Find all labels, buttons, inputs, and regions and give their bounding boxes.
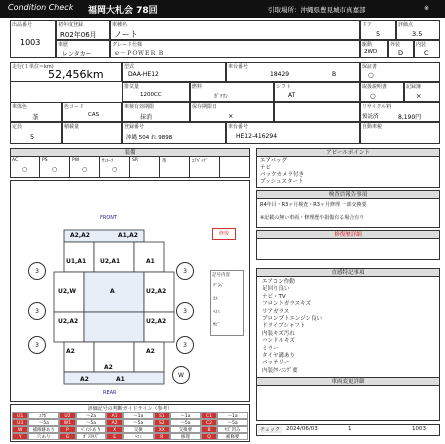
key-code: P: [59, 426, 75, 433]
vin-value: 18429: [270, 71, 290, 78]
recycle-value: 預託済: [362, 114, 379, 120]
check-item: バッテリー: [262, 360, 290, 367]
key-code: Y: [12, 433, 28, 440]
seat-value: 5: [30, 133, 35, 141]
key-desc: ～5a: [123, 419, 154, 426]
score-label: 評価点: [398, 22, 414, 28]
header-bar: [0, 0, 445, 18]
key-code: Q: [201, 433, 217, 440]
appeal-item: プッシュスタート: [260, 179, 304, 185]
wheel-mid-right: 3: [176, 302, 194, 320]
key-code: E: [106, 433, 122, 440]
key-code: A2: [106, 419, 122, 426]
check-item: タイヤ溝あり: [262, 353, 295, 360]
mark-roof-right: A1,A2: [118, 232, 138, 239]
recycle-amount: 8,190円: [398, 114, 422, 121]
legend-list: [213, 280, 224, 332]
appeal-item: バックカメラ付き: [260, 172, 305, 178]
year-label: 初年度登録: [58, 22, 84, 28]
mark-bottom: A2: [80, 376, 89, 383]
equipment-cell: [70, 157, 100, 178]
appeal-title: アピールポイント: [257, 149, 439, 157]
key-row: [12, 426, 248, 433]
key-desc: ～5a: [28, 419, 59, 426]
legend-item: ﾍｺﾐ: [213, 310, 220, 315]
load-label: 積載量: [64, 124, 80, 130]
key-desc: 修理: [170, 433, 201, 440]
footer-page: 1: [348, 426, 352, 432]
equipment-label: 革: [162, 159, 167, 164]
doors-label: ドア: [362, 22, 372, 28]
mark-rear-right: A2: [146, 348, 155, 355]
trim-value: ×: [228, 112, 234, 120]
equipment-cell: [100, 157, 130, 178]
type-label: 車歴: [58, 42, 69, 48]
key-desc: 穴あり: [28, 433, 59, 440]
fuel-cell: [190, 82, 274, 102]
key-code: R: [154, 433, 170, 440]
mark-rear-left: A2: [66, 348, 75, 355]
notes-line1: R4年目・R3ヶ月検査・R3ヶ月修理 一部交換要: [260, 202, 367, 208]
equipment-title: 装備: [11, 149, 249, 157]
year-value: R02年06月: [60, 31, 97, 39]
check-item: ハンドルキズ: [262, 338, 295, 345]
warranty-value: ○: [368, 71, 374, 79]
key-code: U1: [12, 412, 28, 419]
pw-label: 記録簿: [406, 84, 422, 90]
wheel-front-right: 3: [176, 262, 194, 280]
check-item: ドライブシャフト: [262, 323, 306, 330]
equipment-value: ○: [112, 166, 118, 173]
equipment-label: SR: [132, 158, 138, 163]
int-value: C: [424, 49, 429, 57]
key-code: B: [201, 426, 217, 433]
wheel-rear-right: 3: [176, 336, 194, 354]
check-item: 内装キズ汚れ: [262, 330, 295, 337]
disp-value: 1200CC: [140, 92, 162, 98]
int-label: 内装: [416, 42, 427, 48]
mileage-label: 走行(１単位＝km): [12, 64, 54, 70]
seat-label: 定員: [12, 124, 23, 130]
key-title: 評価記号の判断ガイドライン（参考）: [87, 406, 173, 412]
header-title: Condition Check: [8, 3, 74, 12]
reg-label: 登録番号: [124, 124, 145, 130]
frame-value: HE12-416294: [236, 133, 278, 140]
key-desc: ｷｽﾞ凹み: [217, 426, 248, 433]
equipment-cell: [160, 157, 190, 178]
equipment-label: ｻﾝﾙｰﾌ: [102, 159, 114, 164]
ext-label: 外装: [390, 42, 401, 48]
reg-value: 沖縄 504 れ 9898: [126, 135, 173, 141]
key-code: X: [106, 426, 122, 433]
key-desc: ～1a: [217, 412, 248, 419]
equipment-cell: [10, 157, 40, 178]
notes-line2: ※記載の無い車両・修理歴や損傷有る場合有り: [260, 215, 365, 221]
drive-value: 2WD: [364, 49, 378, 55]
check-item: ナビ・TV: [262, 293, 286, 300]
mark-right-door2: U2,A2: [146, 318, 167, 325]
check-item: 内装ｸﾘｰﾆﾝｸﾞ要: [262, 367, 298, 374]
key-desc: ～2a: [76, 412, 107, 419]
ext-value: D: [398, 49, 404, 57]
frame-label: 車台番号: [228, 124, 249, 130]
mark-hood: A: [110, 288, 115, 295]
front-label: FRONT: [100, 215, 118, 221]
color-code-value: CAS: [88, 112, 100, 118]
key-code: XX: [154, 426, 170, 433]
key-desc: ～5a: [170, 419, 201, 426]
key-desc: ～1a: [170, 412, 201, 419]
check-item: エアコン作動: [262, 279, 295, 285]
equipment-cell: [190, 157, 220, 178]
key-row: [12, 419, 248, 426]
equipment-value: ○: [82, 166, 88, 173]
equipment-value: ○: [22, 166, 28, 173]
drive-label: 駆動: [362, 42, 373, 48]
fuel-label: 燃料: [192, 84, 203, 90]
checks-title: 直感特記事項: [257, 269, 439, 277]
equipment-label: PS: [42, 158, 48, 163]
shift-value: AT: [288, 92, 296, 99]
key-desc: ～5a: [217, 419, 248, 426]
key-desc: 交換: [123, 426, 154, 433]
key-row: [12, 412, 248, 419]
disp-label: 排気量: [124, 84, 140, 90]
recycle-label: リサイクル料: [362, 104, 392, 110]
appeal-list: [260, 158, 438, 186]
check-item: プロンプトエンジン良い: [262, 316, 323, 323]
checks-list: [262, 279, 432, 375]
mark-roof-left: A2,A2: [70, 232, 90, 239]
score-value: 3.5: [412, 30, 423, 38]
mark-left-door1: U2,W: [58, 288, 76, 295]
model-cell: [110, 20, 360, 40]
key-desc: 交換要: [170, 426, 201, 433]
key-code: U3: [12, 419, 28, 426]
color-label: 車体色: [12, 104, 28, 110]
chassis-label: 型式: [124, 64, 135, 70]
appeal-item: ナビ: [260, 165, 272, 171]
trim-label: 保存期限日: [192, 104, 218, 110]
legend-title: 記号内容: [212, 273, 230, 278]
mark-left-door2: U2,A2: [58, 318, 79, 325]
equipment-label: ｴｱﾊﾞｯｸﾞ: [192, 159, 208, 164]
legend-item: ﾃﾞﾗﾍﾞ: [213, 284, 225, 289]
equipment-row: [10, 157, 250, 178]
equipment-label: AC: [12, 158, 19, 163]
legend-item: ｽﾒ: [213, 297, 218, 302]
color-value: 茶: [32, 113, 39, 121]
footer-date-label: チェック: [260, 427, 280, 433]
fuel-value: ｶﾞｿﾘﾝ: [214, 94, 228, 100]
key-table: [12, 412, 248, 440]
mark-right-door1: U2,A2: [146, 288, 167, 295]
key-desc: ～1a: [123, 412, 154, 419]
footer-number: 1003: [412, 426, 426, 432]
key-row: [12, 433, 248, 440]
color-code-label: 色コード: [64, 104, 85, 110]
doors-value: 5: [376, 30, 381, 38]
key-code: A1: [106, 412, 122, 419]
blank-cell: [274, 102, 360, 122]
key-code: S2: [154, 419, 170, 426]
key-desc: ﾍｺﾐ: [123, 433, 154, 440]
grade-label: グレード仕様: [112, 42, 143, 48]
wheel-mid-left: 3: [28, 302, 46, 320]
manual-value: ○: [370, 92, 376, 100]
key-desc: ﾍﾟｲﾝﾄあり: [76, 426, 107, 433]
wheel-front-left: 3: [28, 262, 46, 280]
equipment-cell: [130, 157, 160, 178]
key-desc: 補修要: [217, 433, 248, 440]
warranty-label: 保証書: [362, 64, 378, 70]
vin-class: B: [332, 71, 337, 78]
mark-front-right: A1: [146, 258, 155, 265]
tax-label: 自動車税: [362, 124, 383, 130]
spare-tire: W: [172, 366, 190, 384]
entry-label: 出品番号: [12, 22, 33, 28]
key-desc: ｴｸﾎﾞ: [28, 412, 59, 419]
key-code: C1: [201, 412, 217, 419]
entry-value: 1003: [20, 38, 41, 47]
check-item: フロントガラスキズ: [262, 301, 312, 308]
mark-rear-center: A2: [104, 364, 113, 371]
grade-value: ｅ－ＰＯＷＥＲ Ｂ: [114, 50, 164, 57]
footer-date: 2024/06/03: [286, 426, 318, 432]
key-code: W1: [59, 419, 75, 426]
wheel-rear-left: 3: [28, 336, 46, 354]
key-desc: ｶﾞﾗｽｷｽﾞ: [76, 433, 107, 440]
model-value: ノート: [114, 30, 138, 39]
vin-label: 車台番号: [228, 64, 249, 70]
key-code: U2: [59, 412, 75, 419]
repair-history-title: 修復歴詳細: [257, 231, 439, 239]
mark-front-left: U1,A1: [66, 258, 87, 265]
interior-value: 抹消: [140, 114, 153, 121]
interior-label: 車検有効期限: [124, 104, 155, 110]
mileage-value: 52,456km: [48, 68, 104, 81]
legend-item: ｻﾋﾞ: [213, 323, 220, 328]
type-value: レンタカー: [62, 51, 92, 58]
check-item: リアガラス: [262, 308, 290, 315]
equipment-value: ○: [52, 166, 58, 173]
manual-label: 取扱説明書: [362, 84, 388, 90]
key-code: C2: [201, 419, 217, 426]
mark-front-center: U2,A1: [100, 258, 121, 265]
auction-name: 福岡大札会 78回: [88, 6, 158, 16]
special-title: 車両変更詳細: [257, 378, 439, 386]
key-desc: 補修跡あり: [28, 426, 59, 433]
equipment-label: PW: [72, 158, 80, 163]
key-code: W: [12, 426, 28, 433]
notes-title: 検査員報告事項: [257, 191, 439, 199]
equipment-cell: [40, 157, 70, 178]
key-code: S1: [154, 412, 170, 419]
check-item: 足回り良い: [262, 286, 290, 293]
shift-label: シフト: [276, 84, 292, 90]
pw-value: ×: [416, 92, 422, 100]
key-desc: ～5a: [76, 419, 107, 426]
appeal-item: エアバッグ: [260, 158, 288, 164]
history-badge: 修復: [212, 228, 236, 240]
check-item: ミラー: [262, 345, 279, 352]
key-code: G: [59, 433, 75, 440]
chassis-value: DAA-HE12: [128, 71, 159, 78]
rear-label: REAR: [103, 390, 117, 396]
pickup-location: 引取場所：沖縄県豊見城市真嘉部: [268, 6, 366, 14]
model-label: 車種名: [112, 22, 128, 28]
corner-mark: ※: [424, 5, 430, 12]
mark-bumper: A1: [116, 376, 125, 383]
